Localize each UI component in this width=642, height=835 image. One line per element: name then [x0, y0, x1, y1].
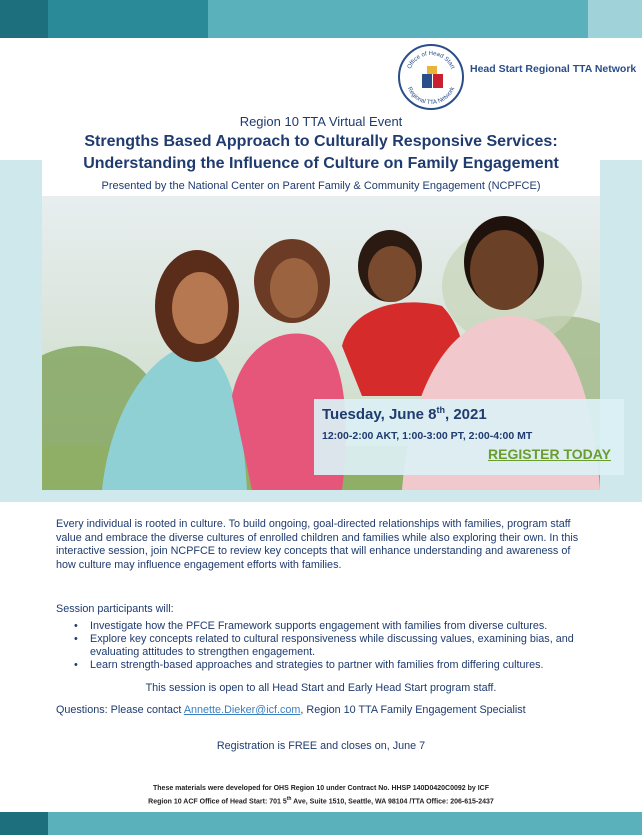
participants-heading: Session participants will:: [56, 603, 174, 615]
list-item-text: Explore key concepts related to cultural responsiveness while discussing values, examining bias, and evaluating attitudes to strengthen engagement.: [90, 633, 574, 658]
audience-note: This session is open to all Head Start and Early Head Start program staff.: [145, 682, 497, 694]
logo-ring-bottom-text: Regional TTA Network: [405, 86, 457, 107]
bottom-color-bar: [0, 812, 642, 835]
left-side-panel: [0, 160, 42, 490]
event-date-box: [314, 399, 624, 475]
footer-address-line: [0, 796, 642, 805]
top-bar-segment-mid: [48, 0, 208, 38]
footer-address-superscript: th: [286, 796, 292, 802]
questions-suffix: , Region 10 TTA Family Engagement Specialist: [300, 704, 526, 716]
title-line-2: Understanding the Influence of Culture on Family Engagement: [83, 155, 559, 172]
top-bar-segment-light: [588, 0, 642, 38]
objectives-list: [72, 620, 592, 672]
presenter-line: Presented by the National Center on Parent Family & Community Engagement (NCPFCE): [101, 180, 541, 192]
intro-paragraph: Every individual is rooted in culture. To build ongoing, goal-directed relationships with families, program staff value and embrace the diverse cultures of enrolled children and families while also exploring their own. In this interactive session, join NCPFCE to review key concepts that will enhance understanding and awareness of how culture may influence engagement efforts with families.: [56, 518, 579, 571]
top-bar-segment-dark: [0, 0, 48, 38]
bottom-bar-segment-dark: [0, 812, 48, 835]
contact-email-link[interactable]: Annette.Dieker@icf.com: [183, 704, 301, 716]
top-bar-segment-teal: [208, 0, 588, 38]
register-today-link[interactable]: REGISTER TODAY: [488, 446, 611, 462]
date-suffix: , 2021: [445, 406, 487, 423]
event-times: 12:00-2:00 AKT, 1:00-3:00 PT, 2:00-4:00 MT: [322, 430, 533, 442]
event-date: [322, 405, 487, 423]
head-start-logo: [398, 44, 464, 110]
event-label: Region 10 TTA Virtual Event: [239, 114, 403, 129]
questions-line: [56, 704, 616, 716]
bullet-icon: •: [74, 659, 78, 671]
questions-prefix: Questions: Please contact: [56, 704, 184, 716]
list-item: [72, 659, 592, 672]
footer-address-suffix: Ave, Suite 1510, Seattle, WA 98104 /TTA Office: 206-615-2437: [291, 798, 494, 806]
footer-contract-line: These materials were developed for OHS Region 10 under Contract No. HHSP 140D0420C0092 by ICF: [153, 785, 489, 792]
bottom-bar-segment-teal: [48, 812, 642, 835]
teal-divider-band: [0, 490, 642, 502]
registration-note: Registration is FREE and closes on, June 7: [216, 740, 426, 752]
top-color-bar: [0, 0, 642, 38]
bullet-icon: •: [74, 620, 78, 632]
network-label: Head Start Regional TTA Network: [470, 63, 637, 75]
list-item: [72, 620, 592, 633]
date-superscript: th: [436, 405, 445, 415]
logo-blocks-icon: [422, 66, 444, 90]
title-line-1: Strengths Based Approach to Culturally Responsive Services:: [84, 133, 558, 150]
list-item-text: Investigate how the PFCE Framework supports engagement with families from diverse cultures.: [90, 620, 548, 632]
logo-ring-top-text: Office of Head Start: [406, 50, 456, 71]
date-prefix: Tuesday, June 8: [322, 406, 437, 423]
footer-address-prefix: Region 10 ACF Office of Head Start: 701 5: [148, 798, 287, 806]
list-item-text: Learn strength-based approaches and strategies to partner with families from differing cultures.: [90, 659, 544, 671]
bullet-icon: •: [74, 633, 78, 645]
list-item: [72, 633, 592, 659]
